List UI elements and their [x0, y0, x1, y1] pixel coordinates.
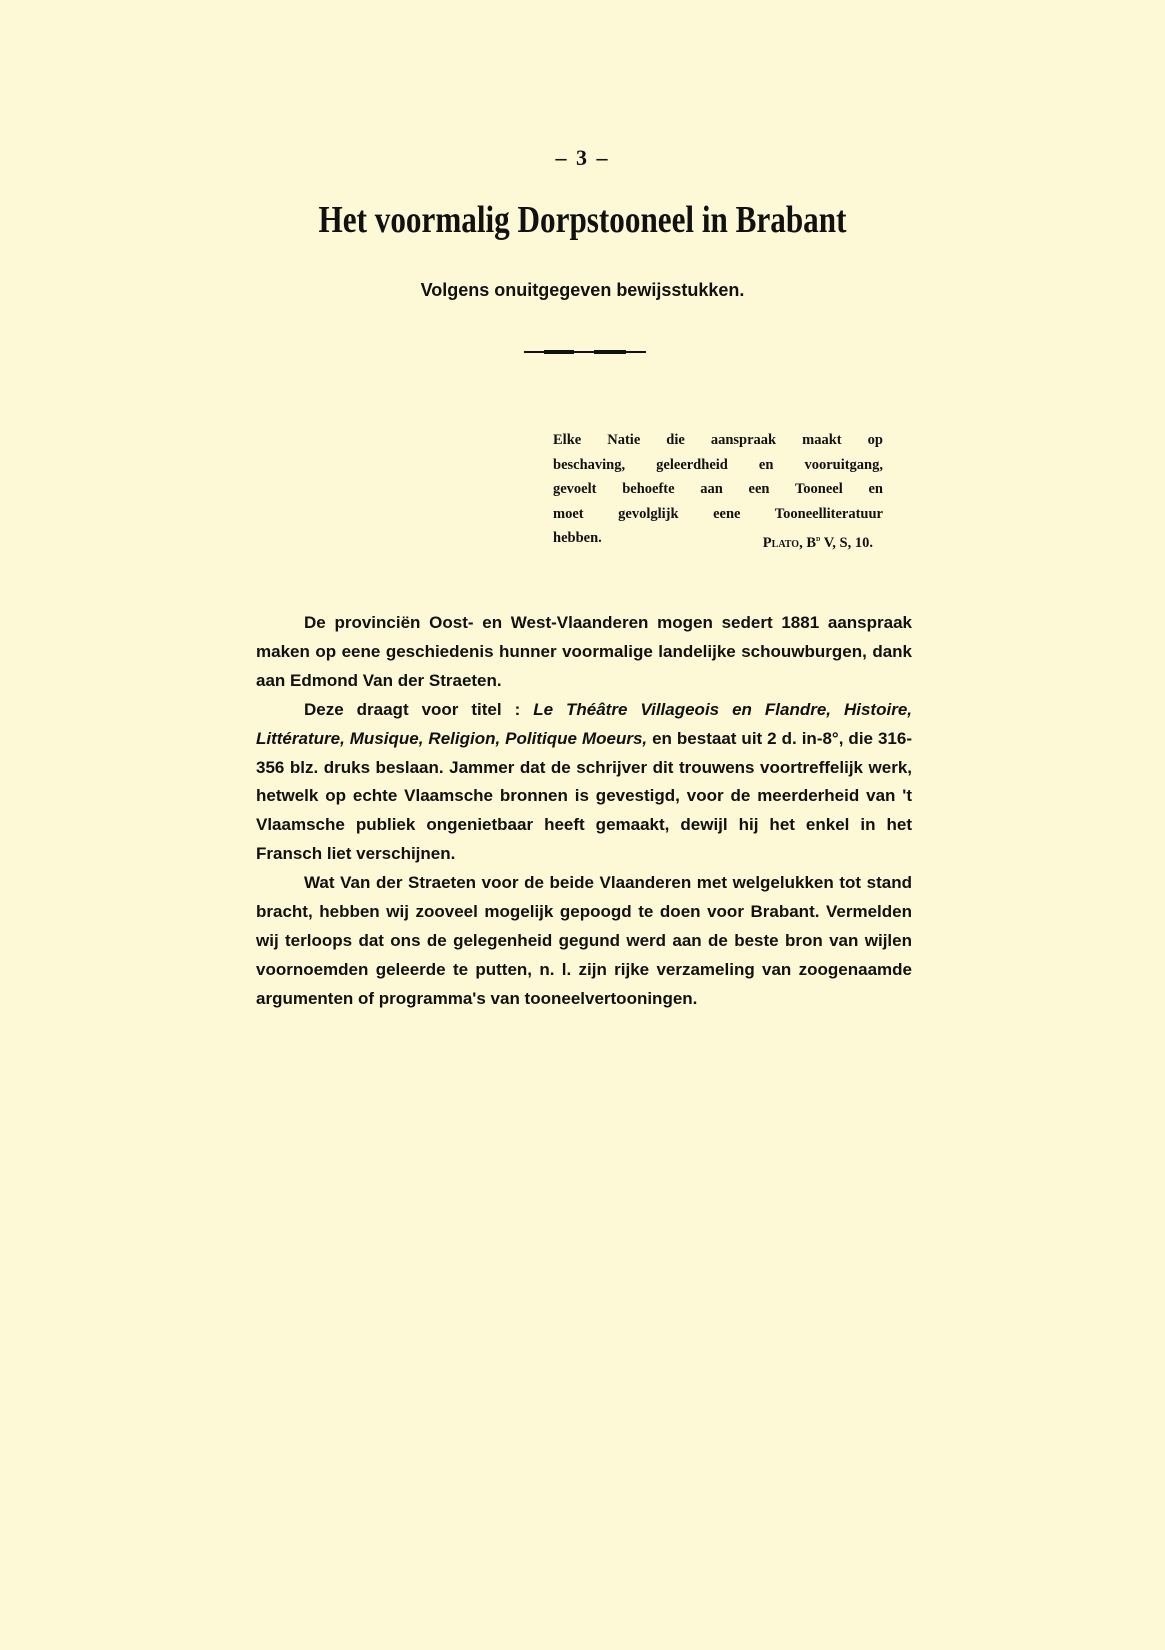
epigraph-line: moet gevolglijk eene Tooneelliteratuur: [553, 505, 883, 522]
page-number: – 3 –: [555, 145, 610, 170]
page-subtitle: Volgens onuitgegeven bewijsstukken.: [420, 280, 745, 300]
epigraph: [553, 428, 883, 555]
superscript: d: [816, 533, 821, 543]
paragraph-2-lead: Deze draagt voor titel :: [304, 699, 534, 719]
epigraph-line: beschaving, geleerdheid en vooruitgang,: [553, 456, 883, 473]
epigraph-source: Plato, $B^d$ V, S, 10.: [762, 533, 873, 551]
epigraph-line: Elke Natie die aanspraak maakt op: [553, 432, 883, 448]
epigraph-line: hebben.: [553, 530, 602, 546]
paragraph-2: [256, 696, 912, 869]
paragraph-3: Wat Van der Straeten voor de beide Vlaanderen met welgelukken tot stand bracht, hebben wij zooveel mogelijk gepoogd te doen voor Brabant. Vermelden wij terloops dat ons de gelegenheid gegund werd aan de beste bron van wijlen voornoemden geleerde te putten, n. l. zijn rijke verzameling van zoogenaamde argumenten of programma's van tooneelvertooningen.: [256, 873, 912, 1008]
paragraph-1: De provinciën Oost- en West-Vlaanderen mogen sedert 1881 aanspraak maken op eene geschiedenis hunner voormalige landelijke schouwburgen, dank aan Edmond Van der Straeten.: [256, 613, 912, 690]
paragraph-2-tail: en bestaat uit 2 d. in-8°, die 316-356 blz. druks beslaan. Jammer dat de schrijver dit trouwens voortreffelijk werk, hetwelk op echte Vlaamsche bronnen is gevestigd, voor de meerderheid van 't Vlaamsche publiek ongenietbaar heeft gemaakt, dewijl hij het enkel in het Fransch liet verschijnen.: [256, 728, 912, 864]
epigraph-line: gevoelt behoefte aan een Tooneel en: [553, 481, 883, 497]
book-title: Le Théâtre Villageois en Flandre, Histoire, Littérature, Musique, Religion, Politique Moeurs,: [256, 699, 912, 748]
epigraph-last-line: [553, 526, 883, 555]
page-title: Het voormalig Dorpstooneel in Brabant: [318, 199, 847, 241]
ornamental-divider: [524, 350, 646, 354]
body-text: [256, 609, 912, 1014]
